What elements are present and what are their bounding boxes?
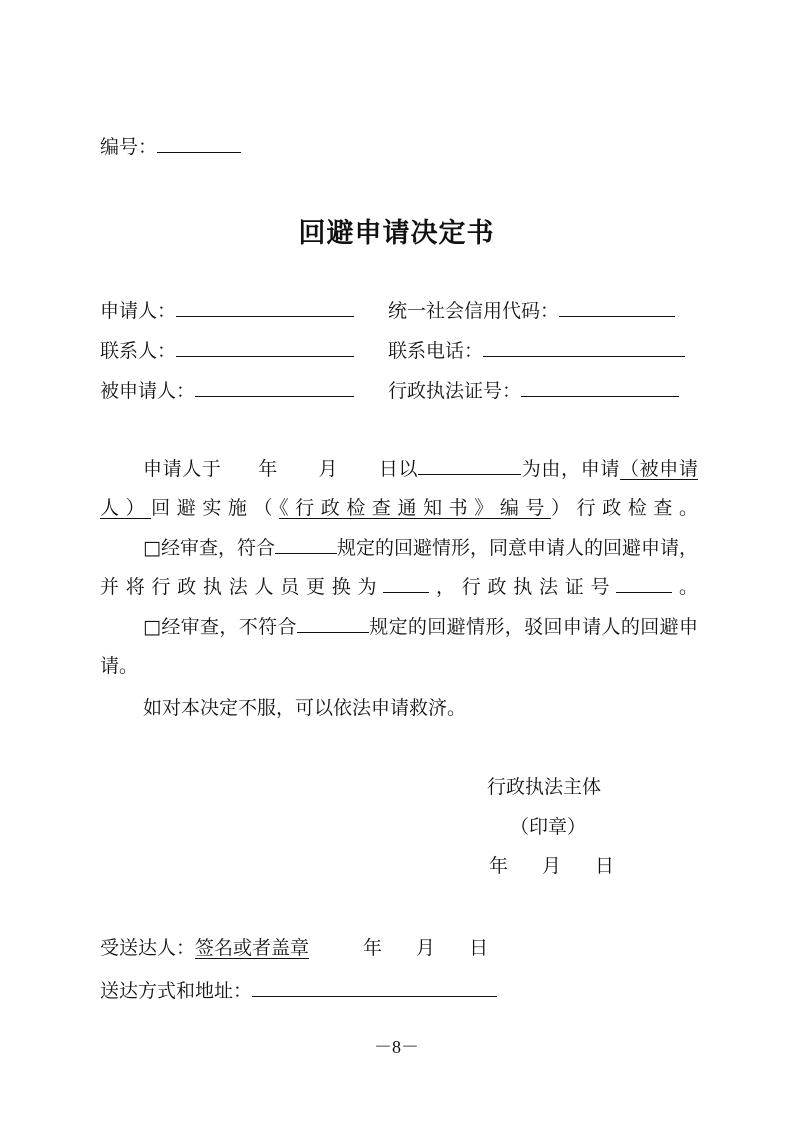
license-blank[interactable] (521, 380, 679, 397)
phone-blank[interactable] (483, 340, 685, 357)
signature-date: 年 月 日 (489, 855, 615, 877)
doc-number-row (100, 136, 241, 157)
applicant-row (100, 300, 354, 321)
replacement-officer-blank[interactable] (383, 576, 429, 593)
paragraph-approve: □经审查，符合 规定的回避情形，同意申请人的回避申请，并将行政执法人员更换为 ，行政执法证号 。 (100, 537, 698, 598)
delivery-method-row (100, 980, 497, 1001)
phone-label: 联系电话： (388, 340, 484, 362)
reject-checkbox-text: □经审查，不符合 (143, 616, 297, 638)
paragraph-application: 申请人于 年 月 日以 为由，申请（被申请人）回避实施（《行政检查通知书》编号）行政检查。 (100, 458, 698, 519)
delivery-method-label: 送达方式和地址： (100, 980, 253, 1002)
replacement-license-blank[interactable] (616, 576, 672, 593)
recipient-label: 受送达人： (100, 937, 196, 959)
reason-blank[interactable] (418, 458, 521, 475)
respondent-blank[interactable] (195, 380, 354, 397)
credit-code-row (388, 300, 675, 321)
contact-blank[interactable] (176, 340, 354, 357)
respondent-label: 被申请人： (100, 380, 196, 402)
delivery-method-blank[interactable] (252, 980, 497, 997)
credit-code-label: 统一社会信用代码： (388, 300, 560, 322)
seal-label: （印章） (510, 816, 587, 838)
contact-row (100, 340, 354, 361)
license-row (388, 380, 679, 401)
phone-row (388, 340, 685, 361)
authority-name: 行政执法主体 (487, 776, 602, 798)
doc-number-label: 编号： (100, 136, 158, 158)
credit-code-blank[interactable] (559, 300, 675, 317)
doc-number-blank[interactable] (157, 136, 241, 153)
approve-rule-blank[interactable] (275, 537, 337, 554)
license-label: 行政执法证号： (388, 380, 522, 402)
contact-label: 联系人： (100, 340, 177, 362)
paragraph-reject: □经审查，不符合 规定的回避情形，驳回申请人的回避申请。 (100, 616, 698, 677)
recipient-row: 受送达人：签名或者盖章 年 月 日 (100, 937, 489, 959)
notice-number-underlined: 《行政检查通知书》编号 (279, 497, 552, 519)
respondent-underlined: （被申请人） (100, 458, 698, 519)
recipient-sign[interactable]: 签名或者盖章 (195, 937, 310, 959)
respondent-row (100, 380, 354, 401)
page-title: 回避申请决定书 (298, 218, 495, 249)
page-number: －8－ (374, 1037, 419, 1057)
reject-rule-blank[interactable] (297, 616, 369, 633)
applicant-blank[interactable] (176, 300, 354, 317)
approve-checkbox-text: □经审查，符合 (143, 537, 275, 559)
applicant-label: 申请人： (100, 300, 177, 322)
paragraph-remedy: 如对本决定不服，可以依法申请救济。 (143, 697, 467, 719)
